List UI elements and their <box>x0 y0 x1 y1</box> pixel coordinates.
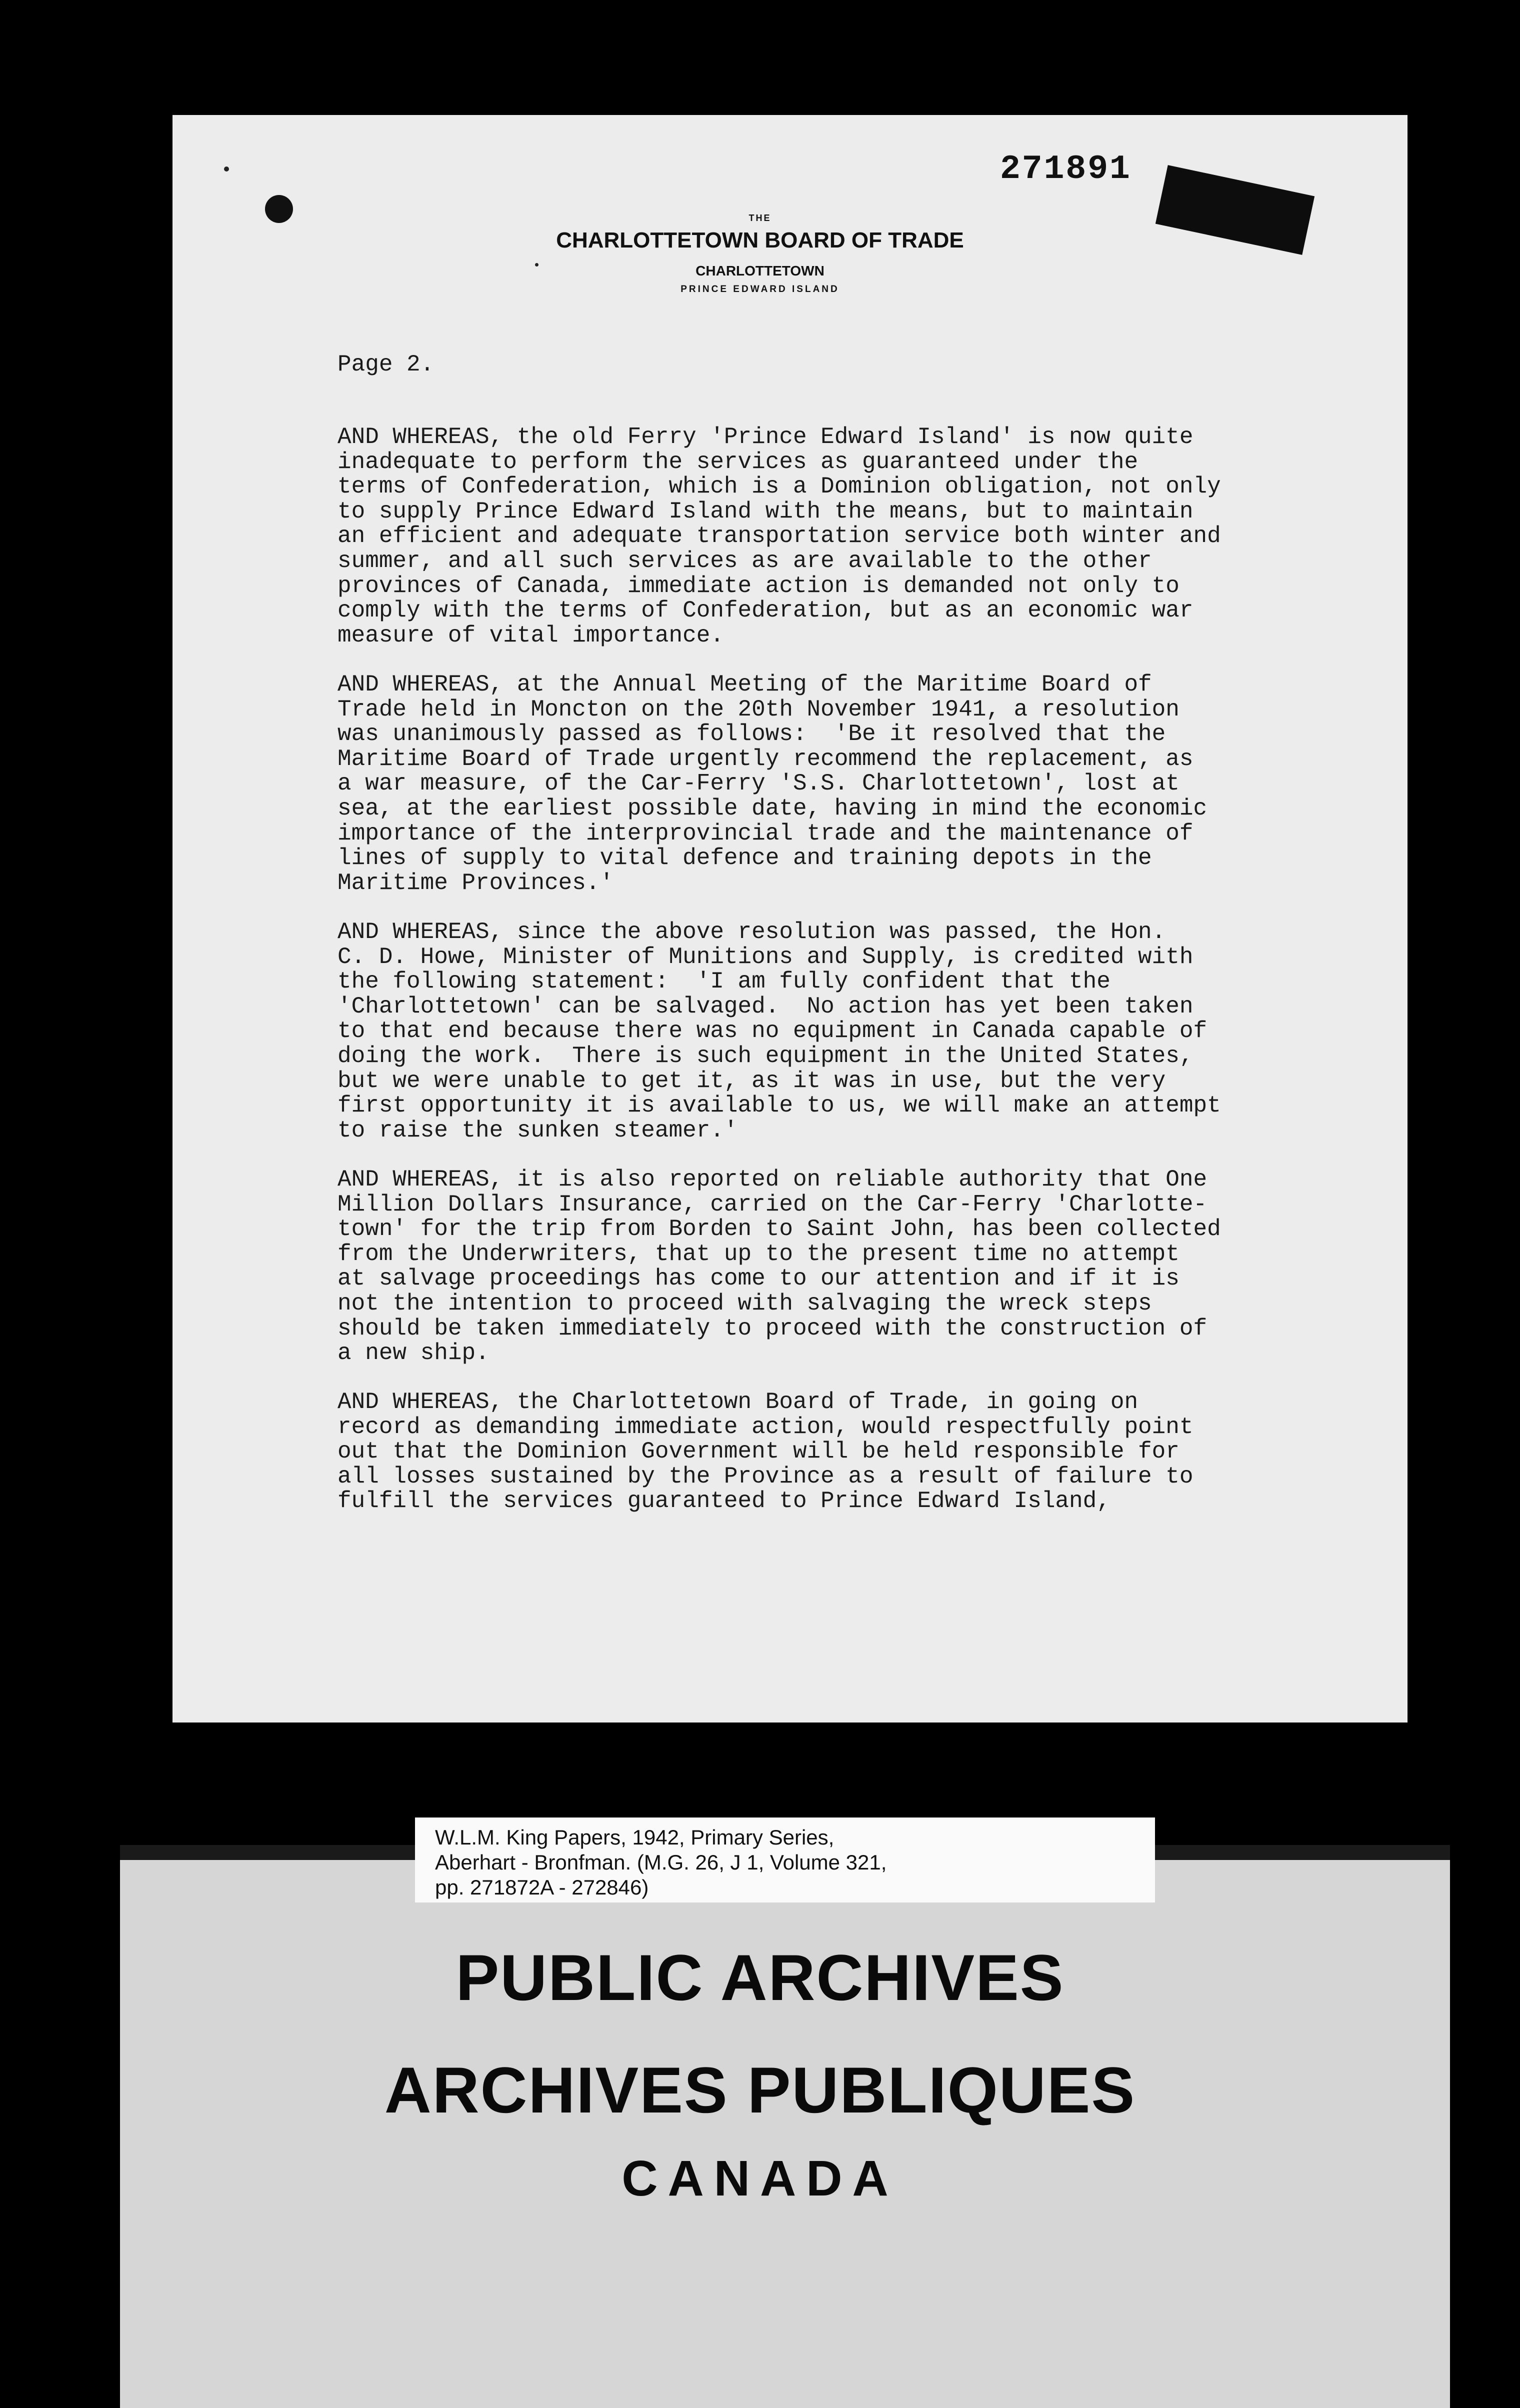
archives-stamp-line-3: CANADA <box>622 2150 898 2206</box>
speck <box>224 166 229 172</box>
document-number: 271891 <box>1000 150 1132 188</box>
letterhead-the: THE <box>748 213 772 223</box>
letterhead-city: CHARLOTTETOWN <box>696 263 824 278</box>
letterhead-province: PRINCE EDWARD ISLAND <box>680 284 840 294</box>
paragraph: AND WHEREAS, at the Annual Meeting of the Maritime Board of Trade held in Moncton on the 20th November 1941, a resolution was unanimously passed as follows: 'Be it resolved that the Maritime Board of Trade urgently recommend the replacement, as a war measure, of the Car-Ferry 'S.S. Charlottetown', lost at sea, at the earliest possible date, having in mind the economic importance of the interprovincial trade and the maintenance of lines of supply to vital defence and training depots in the Maritime Provinces.' <box>338 672 1208 896</box>
paragraph: AND WHEREAS, it is also reported on reliable authority that One Million Dollars Insurance, carried on the Car-Ferry 'Charlotte- town' for the trip from Borden to Saint John, has been collected from the Underwriters, that up to the present time no attempt at salvage proceedings has come to our attention and if it is not the intention to proceed with salvaging the wreck steps should be taken immediately to proceed with the construction of a new ship. <box>338 1166 1221 1366</box>
citation-line: pp. 271872A - 272846) <box>435 1876 649 1899</box>
paragraph: AND WHEREAS, since the above resolution was passed, the Hon. C. D. Howe, Minister of Munitions and Supply, is credited with the following statement: 'I am fully confident that the 'Charlottetown' can be salvaged. No action has yet been taken to that end because there was no equipment in Canada capable of doing the work. There is such equipment in the United States, but we were unable to get it, as it was in use, but the very first opportunity it is available to us, we will make an attempt to raise the sunken steamer.' <box>338 919 1221 1144</box>
paragraph: AND WHEREAS, the old Ferry 'Prince Edward Island' is now quite inadequate to perform the services as guaranteed under the terms of Confederation, which is a Dominion obligation, not only to supply Prince Edward Island with the means, but to maintain an efficient and adequate transportation service both winter and summer, and all such services as are available to the other provinces of Canada, immediate action is demanded not only to comply with the terms of Confederation, but as an economic war measure of vital importance. <box>338 424 1221 648</box>
page-label: Page 2. <box>338 352 434 378</box>
archives-stamp-line-1: PUBLIC ARCHIVES <box>456 1941 1064 2014</box>
letterhead-organization: CHARLOTTETOWN BOARD OF TRADE <box>556 228 964 252</box>
citation-text <box>415 1825 1155 1900</box>
paragraph: AND WHEREAS, the Charlottetown Board of Trade, in going on record as demanding immediate action, would respectfully point out that the Dominion Government will be held responsible for all losses sustained by the Province as a result of failure to fulfill the services guaranteed to Prince Edward Island, <box>338 1389 1194 1514</box>
citation-line: Aberhart - Bronfman. (M.G. 26, J 1, Volume 321, <box>435 1850 887 1874</box>
archives-stamp-line-2: ARCHIVES PUBLIQUES <box>384 2054 1136 2126</box>
citation-line: W.L.M. King Papers, 1942, Primary Series, <box>435 1826 834 1849</box>
